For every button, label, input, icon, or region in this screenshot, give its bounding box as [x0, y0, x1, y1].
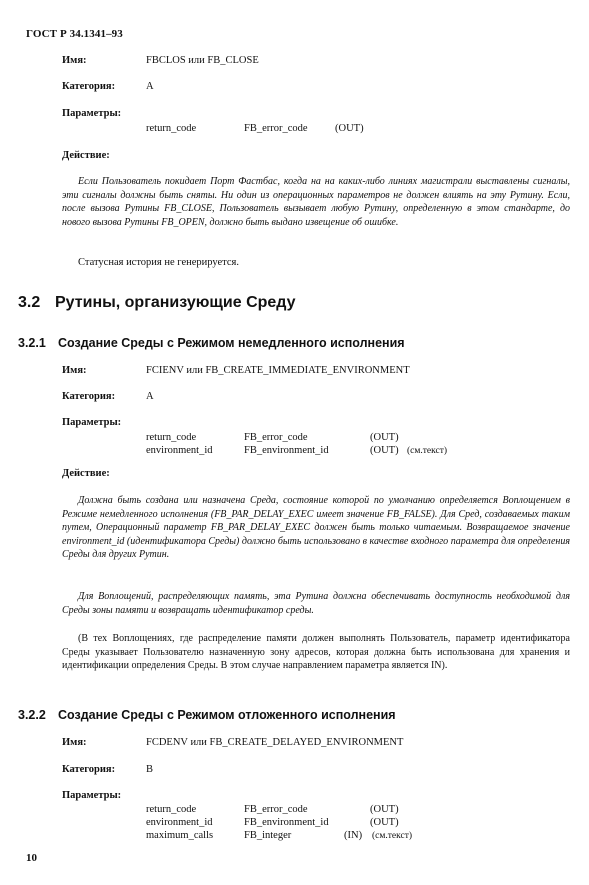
- param-type: FB_environment_id: [244, 445, 329, 456]
- param-direction: (OUT): [335, 123, 364, 134]
- param-direction: (OUT): [370, 817, 399, 828]
- params-label: Параметры:: [62, 417, 122, 428]
- category-value: B: [146, 764, 154, 775]
- running-header: ГОСТ Р 34.1341–93: [26, 28, 123, 40]
- action-label: Действие:: [62, 150, 110, 161]
- param-type: FB_error_code: [244, 432, 308, 443]
- param-direction: (OUT): [370, 432, 399, 443]
- name-label: Имя:: [62, 737, 87, 748]
- param-direction: (IN): [344, 830, 363, 841]
- param-note: (см.текст): [372, 831, 413, 841]
- action-paragraph: Должна быть создана или назначена Среда, состояние которой по умолчанию определяется Воплощением в Режиме немедленного исполнения (FB_PAR_DELAY_EXEC имеет значение FB_FALSE). Для Сред, создаваемых таким путем, Операционный параметр FB_PAR_DELAY_EXEC должен быть только читаемым. Возвращаемое значение environment_id (идентификатора Среды) должно быть использовано в качестве входного параметра для определения Среды для других Рутин.: [62, 495, 570, 561]
- param-name: return_code: [146, 123, 197, 134]
- status-note: Статусная история не генерируется.: [78, 257, 239, 268]
- action-paragraph: Для Воплощений, распределяющих память, эта Рутина должна обеспечивать доступность необходимой для Среды зоны памяти и возвращать идентификатор среды.: [62, 591, 570, 616]
- page-number: 10: [26, 852, 37, 864]
- subsection-heading: [18, 708, 578, 724]
- subsection-title: Создание Среды с Режимом немедленного исполнения: [58, 336, 405, 350]
- category-label: Категория:: [62, 764, 116, 775]
- category-label: Категория:: [62, 391, 116, 402]
- section-number: 3.2: [18, 294, 41, 311]
- name-label: Имя:: [62, 365, 87, 376]
- param-name: environment_id: [146, 445, 213, 456]
- params-label: Параметры:: [62, 790, 122, 801]
- section-title: Рутины, организующие Среду: [55, 294, 296, 311]
- category-value: A: [146, 81, 154, 92]
- name-label: Имя:: [62, 55, 87, 66]
- param-name: return_code: [146, 432, 197, 443]
- param-name: environment_id: [146, 817, 213, 828]
- category-label: Категория:: [62, 81, 116, 92]
- param-name: maximum_calls: [146, 830, 214, 841]
- param-direction: (OUT): [370, 445, 399, 456]
- action-paragraph: Если Пользователь покидает Порт Фастбас, когда на на каких-либо линиях магистрали выставлены сигналы, эти сигналы должны быть сняты. Ни один из операционных параметров не должен влиять на эту Рутину. Если, после вызова Рутины FB_CLOSE, Пользователь вызывает любую Рутину, определенную в этом стандарте, до нового вызова Рутины FB_OPEN, должно быть выдано извещение об ошибке.: [62, 176, 570, 228]
- routine-name: FBCLOS или FB_CLOSE: [146, 55, 259, 66]
- param-type: FB_error_code: [244, 804, 308, 815]
- subsection-number: 3.2.2: [18, 708, 46, 722]
- subsection-heading: [18, 336, 578, 352]
- param-note: (см.текст): [407, 446, 448, 456]
- param-type: FB_error_code: [244, 123, 308, 134]
- subsection-number: 3.2.1: [18, 336, 46, 350]
- category-value: A: [146, 391, 154, 402]
- param-type: FB_environment_id: [244, 817, 329, 828]
- section-heading: [18, 294, 578, 314]
- param-direction: (OUT): [370, 804, 399, 815]
- param-type: FB_integer: [244, 830, 292, 841]
- routine-name: FCIENV или FB_CREATE_IMMEDIATE_ENVIRONMENT: [146, 365, 410, 376]
- params-label: Параметры:: [62, 108, 122, 119]
- note-paragraph: (В тех Воплощениях, где распределение памяти должен выполнять Пользователь, параметр идентификатора Среды указывает Пользователю назначенную зону адресов, которая должна быть использована для хранения и идентификации определения Среды. В этом случае направлением параметра является IN).: [62, 633, 570, 672]
- subsection-title: Создание Среды с Режимом отложенного исполнения: [58, 708, 396, 722]
- param-name: return_code: [146, 804, 197, 815]
- action-label: Действие:: [62, 468, 110, 479]
- routine-name: FCDENV или FB_CREATE_DELAYED_ENVIRONMENT: [146, 737, 404, 748]
